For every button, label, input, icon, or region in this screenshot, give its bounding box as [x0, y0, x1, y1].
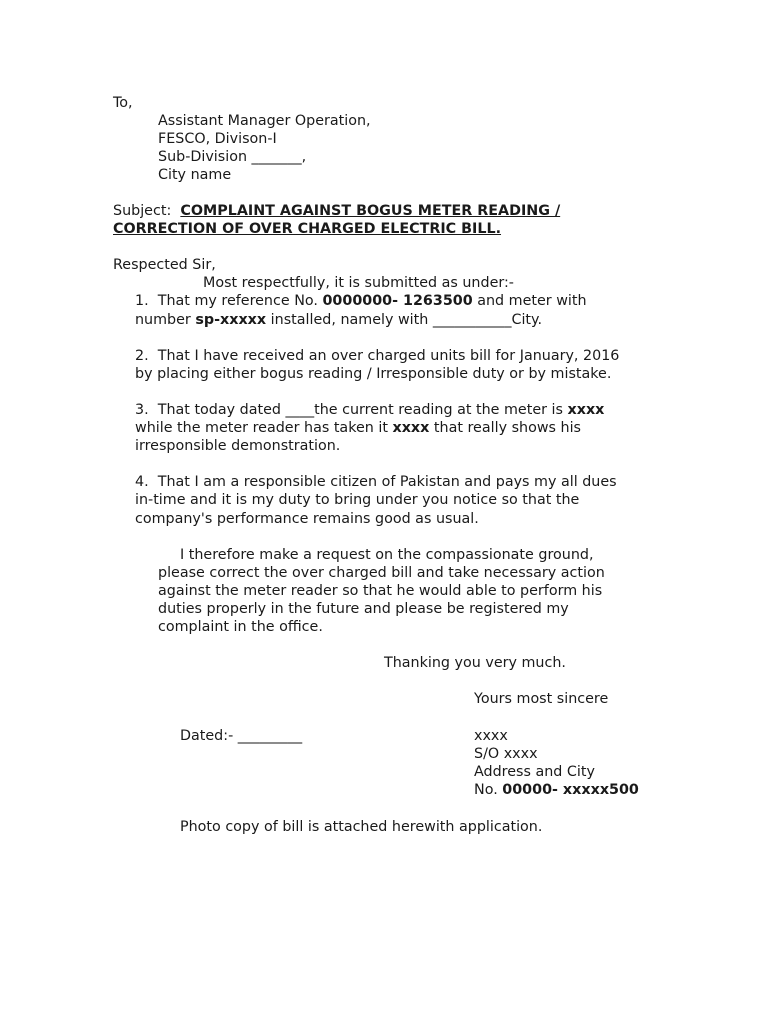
request-line-5: complaint in the office. — [158, 619, 323, 635]
addressee-line-4: City name — [158, 167, 232, 183]
attachment-note: Photo copy of bill is attached herewith application. — [180, 819, 543, 835]
request-line-4: duties properly in the future and please be registered my — [158, 601, 569, 617]
point-1-line-2: number sp-xxxxx installed, namely with ___________City. — [135, 312, 542, 328]
reference-number: 0000000- 1263500 — [322, 293, 473, 309]
signature-number-line: No. 00000- xxxxx500 — [474, 782, 639, 798]
to-line: To, — [113, 95, 133, 111]
request-line-3: against the meter reader so that he would able to perform his — [158, 583, 603, 599]
request-line-2: please correct the over charged bill and take necessary action — [158, 565, 605, 581]
signature-number: 00000- xxxxx500 — [502, 782, 639, 798]
point-2-line-2: by placing either bogus reading / Irresponsible duty or by mistake. — [135, 366, 612, 382]
point-3-line-3: irresponsible demonstration. — [135, 438, 341, 454]
meter-number: sp-xxxxx — [195, 312, 267, 328]
closing-line: Yours most sincere — [474, 691, 609, 707]
request-line-1: I therefore make a request on the compassionate ground, — [180, 547, 594, 563]
subject-line-1 — [113, 202, 560, 220]
meter-reader-reading: xxxx — [392, 420, 430, 436]
subject-line-2: CORRECTION OF OVER CHARGED ELECTRIC BILL. — [113, 221, 502, 237]
signature-address: Address and City — [474, 764, 595, 780]
point-3-line-2: while the meter reader has taken it xxxx that really shows his — [135, 420, 581, 436]
thanks-line: Thanking you very much. — [384, 655, 566, 671]
signature-parent: S/O xxxx — [474, 746, 538, 762]
addressee-line-3: Sub-Division _______, — [158, 149, 307, 165]
point-2-line-1: 2. That I have received an over charged units bill for January, 2016 — [135, 348, 620, 364]
salutation: Respected Sir, — [113, 257, 216, 273]
point-3-number: 3. — [135, 402, 149, 418]
signature-name: xxxx — [474, 728, 508, 744]
opening-line: Most respectfully, it is submitted as under:- — [203, 275, 514, 291]
point-1-number: 1. — [135, 293, 149, 309]
point-4-number: 4. — [135, 474, 149, 490]
addressee-line-1: Assistant Manager Operation, — [158, 113, 371, 129]
addressee-line-2: FESCO, Divison-I — [158, 131, 277, 147]
point-1-line-1: 1. That my reference No. 0000000- 1263500 and meter with — [135, 293, 587, 309]
dated-line: Dated:- _________ — [180, 728, 303, 744]
point-3-line-1: 3. That today dated ____the current reading at the meter is xxxx — [135, 402, 605, 418]
point-2-number: 2. — [135, 348, 149, 364]
subject-label: Subject: — [113, 203, 172, 219]
point-4-line-3: company's performance remains good as usual. — [135, 511, 479, 527]
point-4-line-2: in-time and it is my duty to bring under you notice so that the — [135, 492, 580, 508]
point-4-line-1: 4. That I am a responsible citizen of Pakistan and pays my all dues — [135, 474, 617, 490]
subject-text-1: COMPLAINT AGAINST BOGUS METER READING / — [180, 203, 561, 219]
current-reading: xxxx — [567, 402, 605, 418]
